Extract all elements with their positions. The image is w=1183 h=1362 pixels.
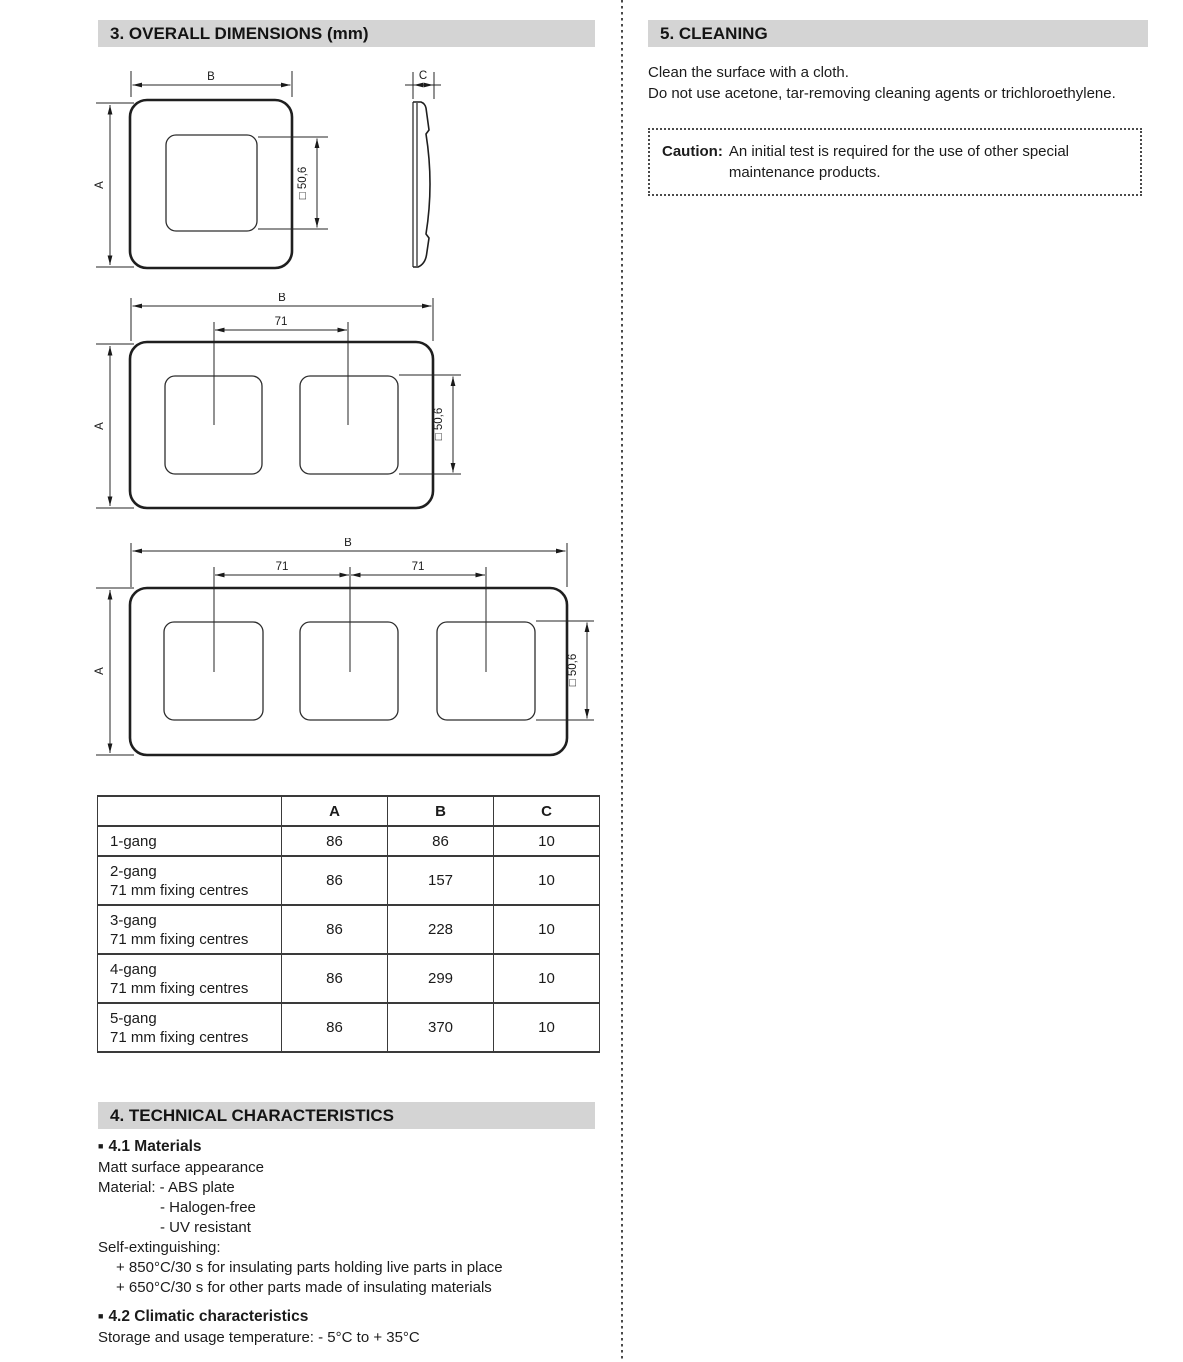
cell-c: 10 <box>494 826 600 856</box>
window-opening <box>300 376 398 474</box>
plate-outline <box>130 100 292 268</box>
cell-a: 86 <box>282 826 388 856</box>
cell-c: 10 <box>494 1003 600 1052</box>
section-header-technical-characteristics: 4. TECHNICAL CHARACTERISTICS <box>98 1102 595 1129</box>
subsection-heading-climatic: ■ 4.2 Climatic characteristics <box>98 1308 309 1325</box>
row-name: 3-gang <box>110 911 157 929</box>
caution-label: Caution: <box>662 143 723 160</box>
table-row <box>98 1003 600 1052</box>
header-cell-b: B <box>388 796 494 826</box>
materials-line: Self-extinguishing: <box>98 1239 221 1256</box>
drawing-1gang-plate <box>90 58 450 290</box>
window-opening <box>166 135 257 231</box>
dim-label-a: A <box>94 667 106 675</box>
dim-label-b: B <box>207 71 215 83</box>
dim-label-window-size: □ 50,6 <box>297 166 309 200</box>
materials-line: Material: - ABS plate <box>98 1179 235 1196</box>
cell-a: 86 <box>282 905 388 954</box>
dim-label-a: A <box>94 422 106 430</box>
materials-line: - Halogen-free <box>160 1199 256 1216</box>
section-header-overall-dimensions: 3. OVERALL DIMENSIONS (mm) <box>98 20 595 47</box>
materials-line: Matt surface appearance <box>98 1159 264 1176</box>
plate-outline <box>130 588 567 755</box>
cell-b: 370 <box>388 1003 494 1052</box>
cell-c: 10 <box>494 954 600 1003</box>
cell-b: 228 <box>388 905 494 954</box>
table-row <box>98 826 600 856</box>
side-view-profile <box>413 102 430 267</box>
table-row <box>98 856 600 905</box>
caution-text: An initial test is required for the use of other special maintenance products. <box>728 143 1070 181</box>
dim-label-c: C <box>418 70 428 82</box>
dimensions-table <box>97 795 600 1053</box>
row-name: 2-gang <box>110 862 157 880</box>
header-cell-c: C <box>494 796 600 826</box>
dim-label-window-size: □ 50,6 <box>433 407 445 441</box>
materials-line: + 650°C/30 s for other parts made of insulating materials <box>116 1279 492 1296</box>
column-divider-dotted <box>621 0 623 1362</box>
cell-b: 86 <box>388 826 494 856</box>
row-detail: 71 mm fixing centres <box>110 1028 249 1046</box>
climatic-line: Storage and usage temperature: - 5°C to + 35°C <box>98 1329 420 1346</box>
cell-a: 86 <box>282 856 388 905</box>
dim-label-window-size: □ 50,6 <box>567 653 579 687</box>
header-cell-a: A <box>282 796 388 826</box>
row-name: 4-gang <box>110 960 157 978</box>
table-row <box>98 954 600 1003</box>
materials-line: - UV resistant <box>160 1219 251 1236</box>
dim-label-b: B <box>344 538 352 549</box>
window-opening <box>300 622 398 720</box>
row-detail: 71 mm fixing centres <box>110 930 249 948</box>
cell-c: 10 <box>494 856 600 905</box>
cell-b: 157 <box>388 856 494 905</box>
materials-line: + 850°C/30 s for insulating parts holding live parts in place <box>116 1259 503 1276</box>
cell-b: 299 <box>388 954 494 1003</box>
cell-a: 86 <box>282 1003 388 1052</box>
row-name: 1-gang <box>110 832 157 850</box>
dim-label-pitch: 71 <box>275 561 289 573</box>
row-detail: 71 mm fixing centres <box>110 881 249 899</box>
plate-outline <box>130 342 433 508</box>
row-detail: 71 mm fixing centres <box>110 979 249 997</box>
subsection-heading-materials: ■ 4.1 Materials <box>98 1138 202 1155</box>
drawing-2gang-plate <box>90 293 475 518</box>
table-row <box>98 905 600 954</box>
cell-c: 10 <box>494 905 600 954</box>
section-header-cleaning: 5. CLEANING <box>648 20 1148 47</box>
cell-a: 86 <box>282 954 388 1003</box>
drawing-3gang-plate <box>90 538 605 766</box>
cleaning-line: Do not use acetone, tar-removing cleaning agents or trichloroethylene. <box>648 85 1116 102</box>
header-cell-empty <box>98 796 282 826</box>
dim-label-pitch: 71 <box>411 561 425 573</box>
technical-text-block <box>98 1136 603 1348</box>
dim-label-a: A <box>94 181 106 189</box>
caution-note-box <box>648 128 1142 196</box>
cleaning-text-block <box>648 62 1158 104</box>
cleaning-line: Clean the surface with a cloth. <box>648 64 849 81</box>
dim-label-b: B <box>278 293 286 304</box>
row-name: 5-gang <box>110 1009 157 1027</box>
square-bullet-icon: ■ <box>98 1141 104 1151</box>
square-bullet-icon: ■ <box>98 1311 104 1321</box>
table-header-row <box>98 796 600 826</box>
dim-label-pitch: 71 <box>274 316 288 328</box>
